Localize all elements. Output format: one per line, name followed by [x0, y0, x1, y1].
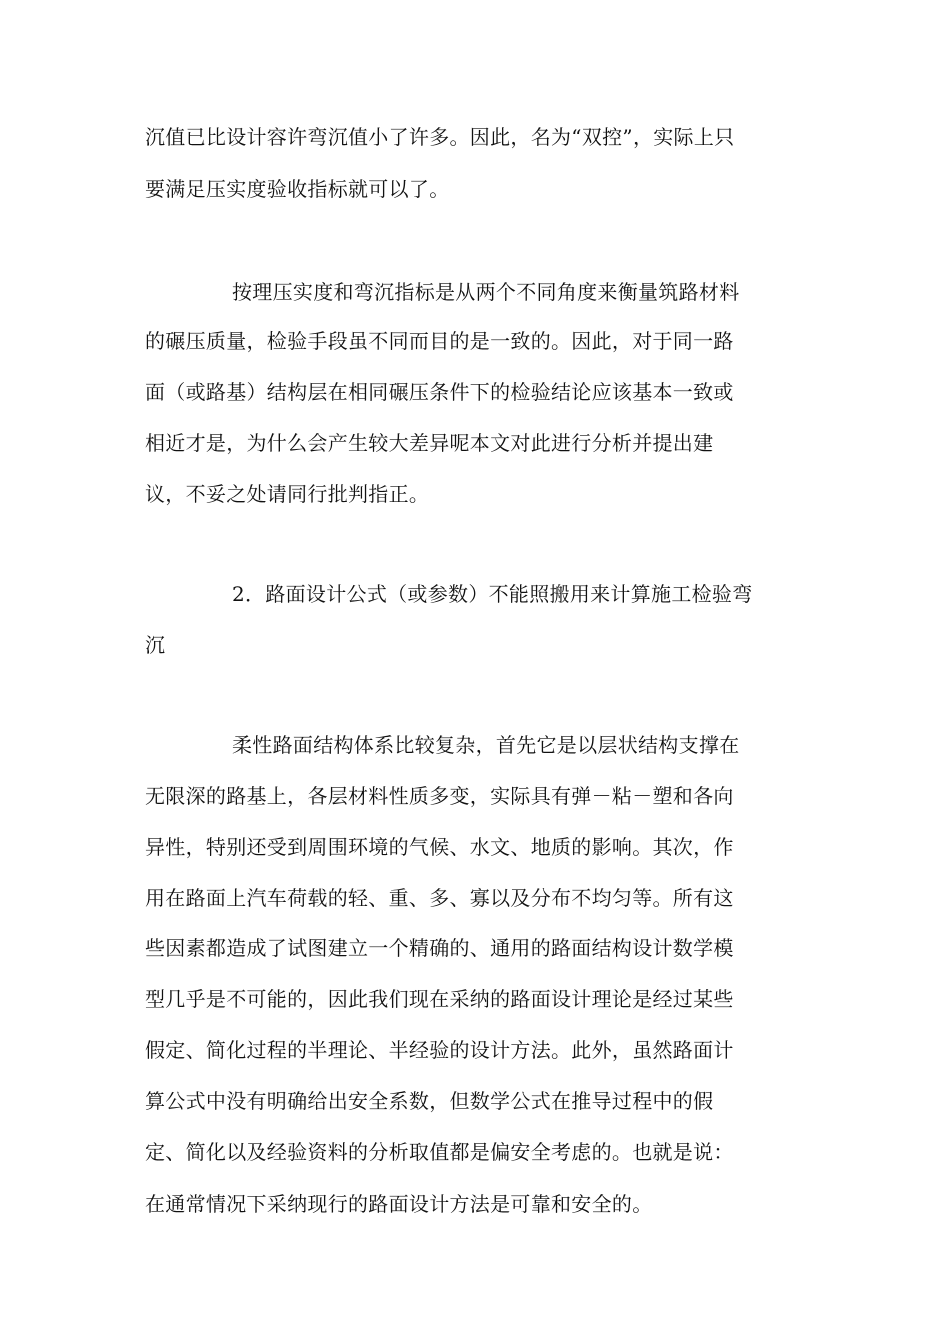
paragraph-2-line-4: 相近才是，为什么会产生较大差异呢本文对此进行分析并提出建 — [145, 431, 714, 455]
paragraph-2-line-5: 议，不妥之处请同行批判指正。 — [145, 482, 430, 506]
paragraph-4-line-10: 在通常情况下采纳现行的路面设计方法是可靠和安全的。 — [145, 1192, 653, 1216]
paragraph-4-line-5: 些因素都造成了试图建立一个精确的、通用的路面结构设计数学模 — [145, 936, 734, 960]
section-heading-line-2: 沉 — [145, 633, 166, 657]
paragraph-4-line-4: 用在路面上汽车荷载的轻、重、多、寡以及分布不均匀等。所有这 — [145, 886, 734, 910]
paragraph-4-line-3: 异性，特别还受到周围环境的气候、水文、地质的影响。其次，作 — [145, 835, 734, 859]
paragraph-4-line-1: 柔性路面结构体系比较复杂，首先它是以层状结构支撑在 — [232, 733, 740, 757]
paragraph-2-line-3: 面（或路基）结构层在相同碾压条件下的检验结论应该基本一致或 — [145, 380, 734, 404]
paragraph-2-line-2: 的碾压质量，检验手段虽不同而目的是一致的。因此，对于同一路 — [145, 329, 734, 353]
paragraph-4-line-7: 假定、简化过程的半理论、半经验的设计方法。此外，虽然路面计 — [145, 1038, 734, 1062]
section-heading-line-1: 2．路面设计公式（或参数）不能照搬用来计算施工检验弯 — [232, 582, 753, 606]
paragraph-4-line-6: 型几乎是不可能的，因此我们现在采纳的路面设计理论是经过某些 — [145, 987, 734, 1011]
paragraph-4-line-8: 算公式中没有明确给出安全系数，但数学公式在推导过程中的假 — [145, 1089, 714, 1113]
paragraph-4-line-9: 定、简化以及经验资料的分析取值都是偏安全考虑的。也就是说： — [145, 1140, 734, 1164]
paragraph-4-line-2: 无限深的路基上，各层材料性质多变，实际具有弹－粘－塑和各向 — [145, 784, 734, 808]
paragraph-1-line-2: 要满足压实度验收指标就可以了。 — [145, 177, 450, 201]
paragraph-1-line-1: 沉值已比设计容许弯沉值小了许多。因此，名为“双控”，实际上只 — [145, 125, 735, 149]
paragraph-2-line-1: 按理压实度和弯沉指标是从两个不同角度来衡量筑路材料 — [232, 280, 740, 304]
